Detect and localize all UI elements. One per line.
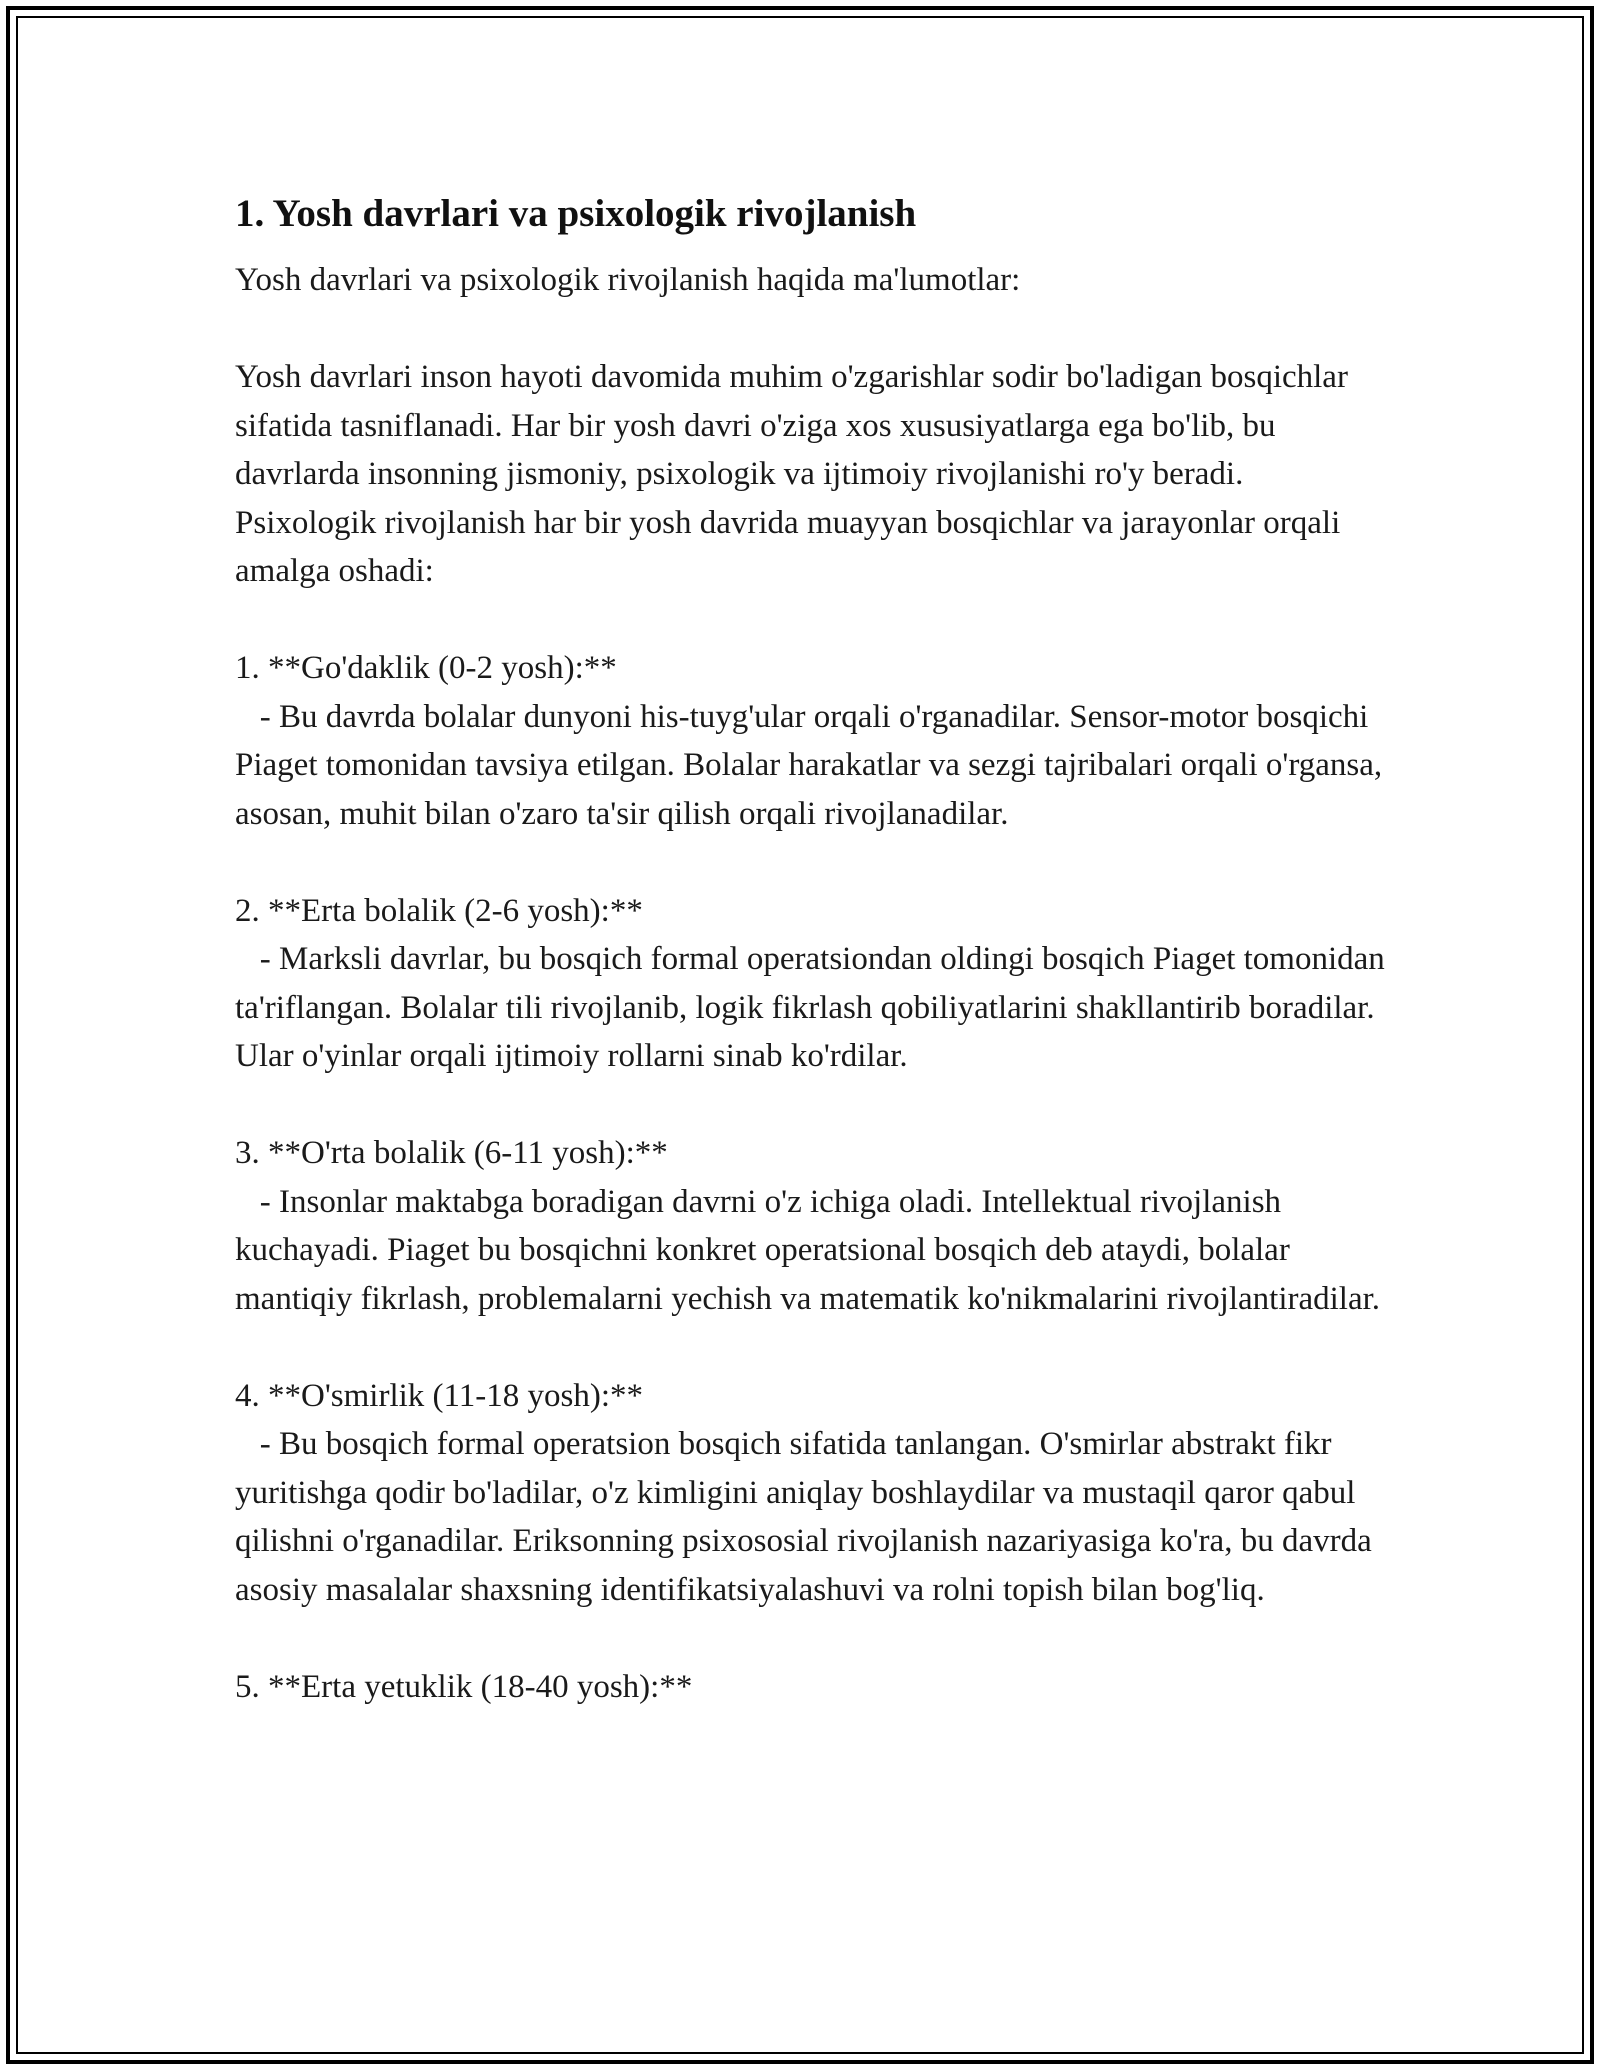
list-item bbox=[235, 887, 1394, 1081]
list-item-title: 4. **O'smirlik (11-18 yosh):** bbox=[235, 1377, 644, 1414]
list-item bbox=[235, 1663, 1385, 1712]
list-item-body: - Marksli davrlar, bu bosqich formal operatsiondan oldingi bosqich Piaget tomonidan ta'riflangan. Bolalar tili rivojlanib, logik fikrlash qobiliyatlarini shakllantirib boradilar. Ular o'yinlar orqali ijtimoiy rollarni sinab ko'rdilar. bbox=[235, 941, 1394, 1074]
list-item bbox=[235, 1129, 1385, 1323]
list-item-body: - Insonlar maktabga boradigan davrni o'z ichiga oladi. Intellektual rivojlanish kuchayadi. Piaget bu bosqichni konkret operatsional bosqich deb ataydi, bolalar mantiqiy fikrlash, problemalarni yechish va matematik ko'nikmalarini rivojlantiradilar. bbox=[235, 1183, 1381, 1317]
intro-paragraph: Yosh davrlari inson hayoti davomida muhim o'zgarishlar sodir bo'ladigan bosqichlar sifatida tasniflanadi. Har bir yosh davri o'ziga xos xususiyatlarga ega bo'lib, bu davrlarda insonning jismoniy, psixologik va ijtimoiy rivojlanishi ro'y beradi. Psixologik rivojlanish har bir yosh davrida muayyan bosqichlar va jarayonlar orqali amalga oshadi: bbox=[235, 359, 1348, 589]
document-page bbox=[235, 186, 1394, 1711]
list-item-title: 1. **Go'daklik (0-2 yosh):** bbox=[235, 650, 617, 686]
list-item-title: 5. **Erta yetuklik (18-40 yosh):** bbox=[235, 1668, 693, 1705]
list-item-body: - Bu bosqich formal operatsion bosqich sifatida tanlangan. O'smirlar abstrakt fikr yuritishga qodir bo'ladilar, o'z kimligini aniqlay boshlaydilar va mustaqil qaror qabul qilishni o'rganadilar. Eriksonning psixososial rivojlanish nazariyasiga ko'ra, bu davrda asosiy masalalar shaxsning identifikatsiyalashuvi va rolni topish bilan bog'liq. bbox=[235, 1426, 1380, 1608]
intro-text: Yosh davrlari va psixologik rivojlanish haqida ma'lumotlar: bbox=[235, 262, 1021, 298]
list-item-title: 2. **Erta bolalik (2-6 yosh):** bbox=[235, 892, 643, 929]
list-item-title: 3. **O'rta bolalik (6-11 yosh):** bbox=[235, 1135, 668, 1171]
list-item bbox=[235, 644, 1391, 838]
list-item bbox=[235, 1372, 1385, 1615]
document-title: 1. Yosh davrlari va psixologik rivojlanish bbox=[235, 192, 917, 235]
list-item-body: - Bu davrda bolalar dunyoni his-tuyg'ular orqali o'rganadilar. Sensor-motor bosqichi Piaget tomonidan tavsiya etilgan. Bolalar harakatlar va sezgi tajribalari orqali o'rgansa, asosan, muhit bilan o'zaro ta'sir qilish orqali rivojlanadilar. bbox=[235, 698, 1391, 832]
